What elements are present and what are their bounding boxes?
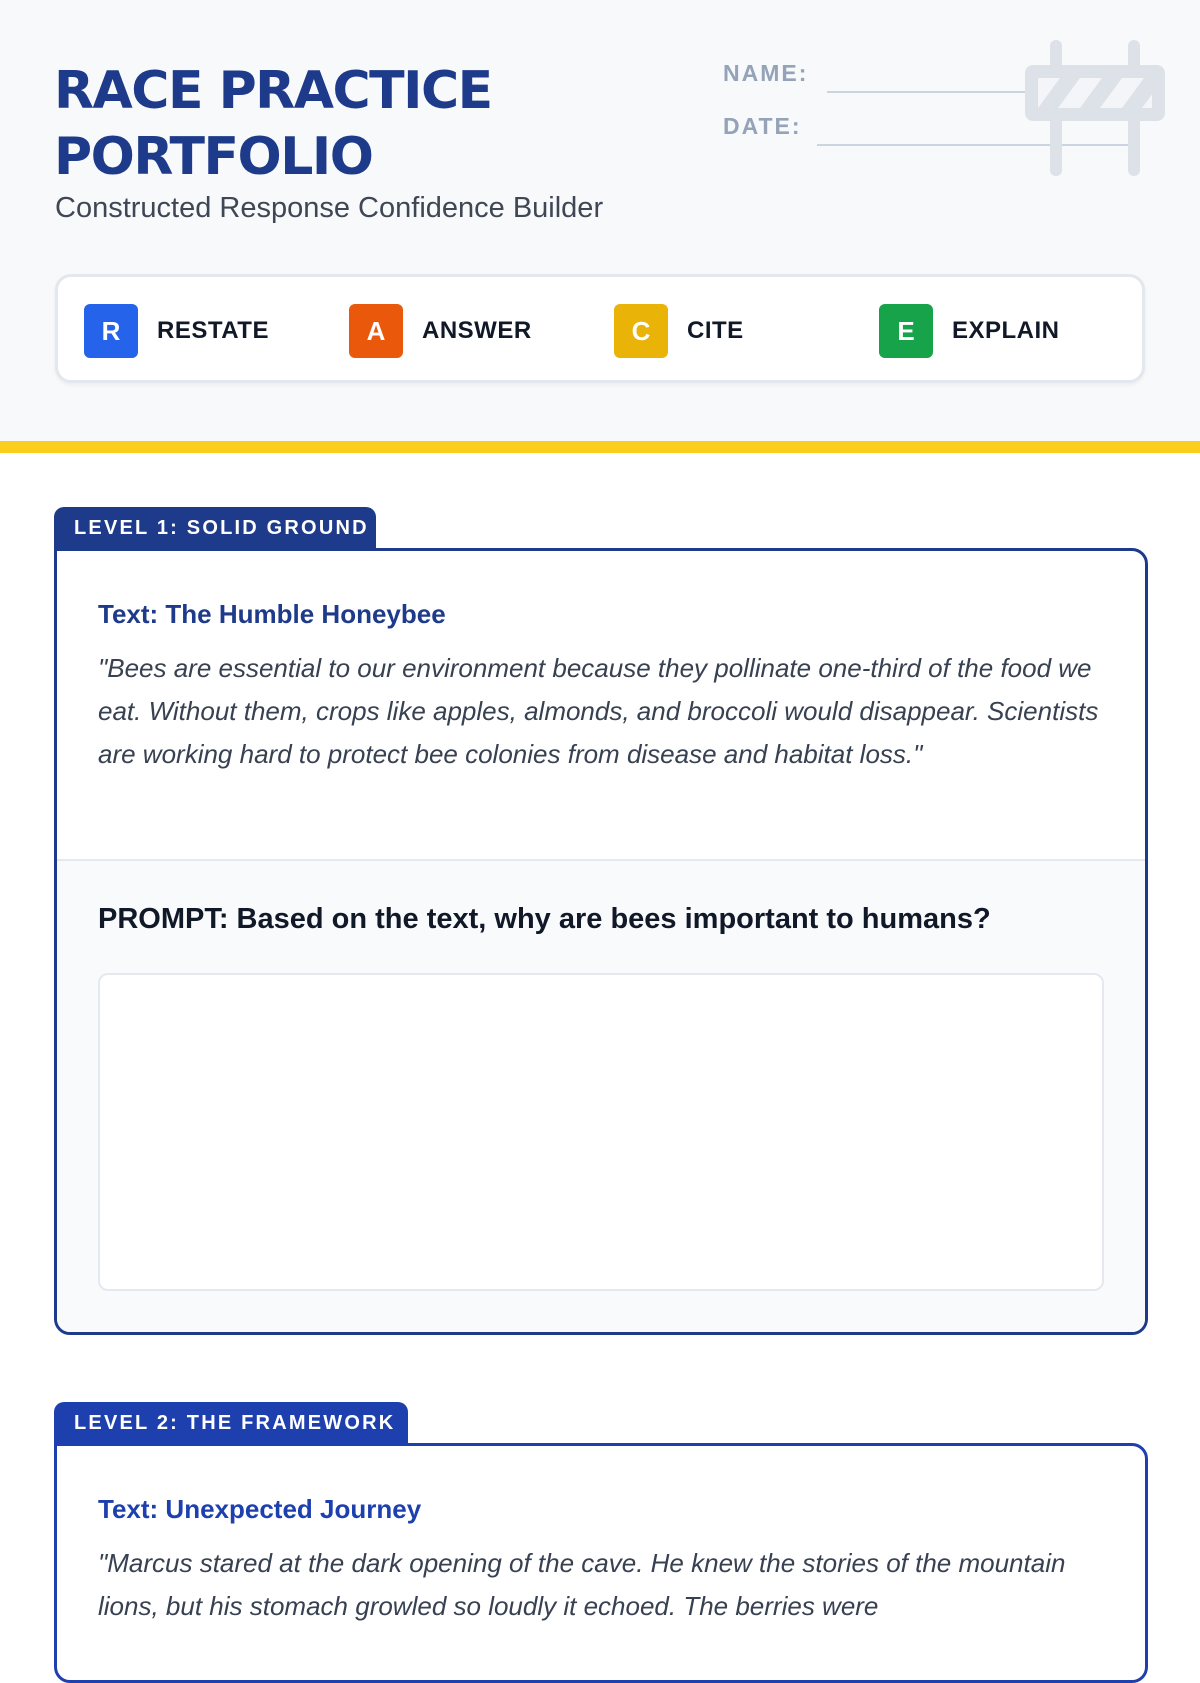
level-2-tab: LEVEL 2: THE FRAMEWORK (54, 1402, 408, 1444)
text-title: Text: The Humble Honeybee (98, 599, 446, 629)
legend-letter-c: C (614, 304, 668, 358)
road-barrier-icon (1020, 40, 1170, 176)
legend-label: EXPLAIN (952, 317, 1060, 344)
name-label: NAME: (723, 60, 809, 86)
page-title (54, 58, 492, 190)
race-legend (55, 274, 1145, 383)
section-divider (0, 441, 1200, 453)
text-passage: "Bees are essential to our environment because they pollinate one-third of the food we eat. Without them, crops like apples, almonds, and broccoli would disappear. Scientists are working hard to protect bee colonies from disease and habitat loss." (98, 653, 1099, 769)
legend-letter-a: A (349, 304, 403, 358)
text-title: Text: Unexpected Journey (98, 1494, 422, 1524)
prompt-question: PROMPT: Based on the text, why are bees important to humans? (98, 903, 991, 935)
page-header (0, 0, 1200, 441)
prompt-section (57, 859, 1145, 1334)
legend-label: ANSWER (422, 317, 532, 344)
level-2-card (54, 1443, 1148, 1683)
level-1-card (54, 548, 1148, 1335)
answer-box[interactable] (98, 973, 1104, 1291)
page-subtitle: Constructed Response Confidence Builder (55, 192, 604, 224)
legend-letter-e: E (879, 304, 933, 358)
legend-label: CITE (687, 317, 744, 344)
date-label: DATE: (723, 113, 802, 139)
legend-label: RESTATE (157, 317, 269, 344)
legend-letter-r: R (84, 304, 138, 358)
page-title-line-1: RACE PRACTICE (54, 61, 492, 121)
level-1-tab: LEVEL 1: SOLID GROUND (54, 507, 376, 549)
page-title-line-2: PORTFOLIO (54, 127, 373, 187)
text-passage: "Marcus stared at the dark opening of the cave. He knew the stories of the mountain lions, but his stomach growled so loudly it echoed. The berries were (98, 1548, 1066, 1621)
